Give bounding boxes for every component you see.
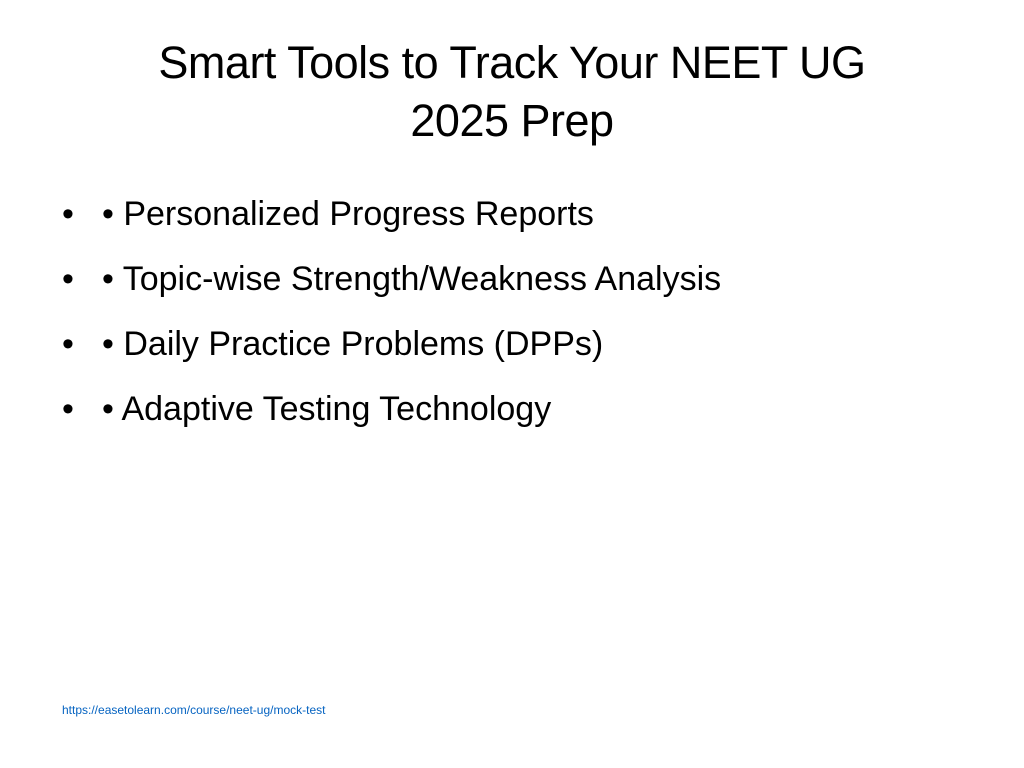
bullet-marker: • (62, 390, 74, 428)
bullet-text-progress-reports: • Personalized Progress Reports (102, 195, 594, 233)
bullet-marker: • (62, 325, 74, 363)
bullet-item (62, 253, 962, 318)
bullet-marker: • (62, 195, 74, 233)
slide-title (60, 34, 964, 150)
bullet-item (62, 318, 962, 383)
bullet-item (62, 188, 962, 253)
bullet-text-adaptive-testing: • Adaptive Testing Technology (102, 390, 552, 428)
bullet-item (62, 383, 962, 448)
slide-title-line-1: Smart Tools to Track Your NEET UG (158, 37, 866, 88)
footer-link[interactable]: https://easetolearn.com/course/neet-ug/mock-test (62, 703, 326, 717)
slide-title-line-2: 2025 Prep (410, 95, 614, 146)
bullet-text-daily-practice: • Daily Practice Problems (DPPs) (102, 325, 604, 363)
bullet-text-strength-analysis: • Topic-wise Strength/Weakness Analysis (102, 260, 722, 298)
bullet-list (62, 188, 962, 448)
bullet-marker: • (62, 260, 74, 298)
